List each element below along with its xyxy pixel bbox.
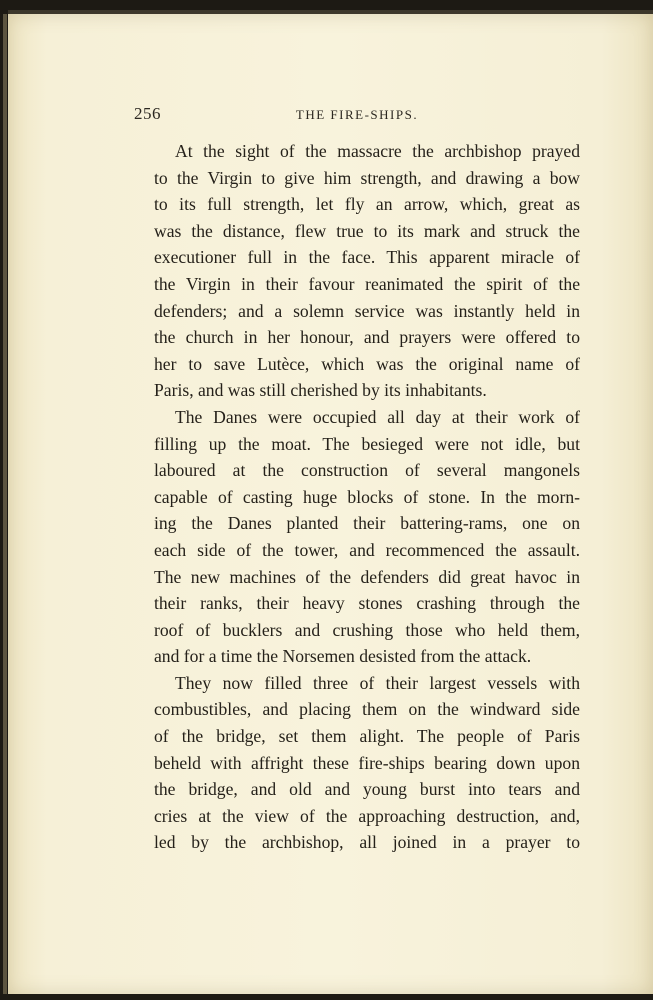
text-line: executioner full in the face. This apparent miracle of — [154, 247, 580, 268]
text-line: was the distance, flew true to its mark and struck the — [154, 220, 580, 241]
text-line: combustibles, and placing them on the windward side — [154, 699, 580, 720]
text-line: to the Virgin to give him strength, and drawing a bow — [154, 167, 580, 188]
text-line: laboured at the construction of several mangonels — [154, 460, 580, 481]
paragraph-2 — [134, 404, 580, 670]
text-line: capable of casting huge blocks of stone. In the morn- — [154, 486, 580, 507]
binding-gutter — [3, 14, 7, 994]
text-line: each side of the tower, and recommenced the assault. — [154, 539, 580, 560]
paragraph-1 — [134, 138, 580, 404]
page-header — [134, 104, 580, 128]
text-line: the church in her honour, and prayers were offered to — [154, 327, 580, 348]
text-line: led by the archbishop, all joined in a prayer to — [154, 832, 580, 853]
text-line: filling up the moat. The besieged were not idle, but — [154, 433, 580, 454]
text-line: Paris, and was still cherished by its inhabitants. — [154, 380, 487, 401]
page-number: 256 — [134, 104, 161, 123]
text-line: The Danes were occupied all day at their work of — [175, 406, 580, 427]
text-line: their ranks, their heavy stones crashing through the — [154, 593, 580, 614]
text-line: beheld with affright these fire-ships bearing down upon — [154, 752, 580, 773]
text-line: cries at the view of the approaching destruction, and, — [154, 805, 580, 826]
text-line: ing the Danes planted their battering-rams, one on — [154, 513, 580, 534]
text-line: and for a time the Norsemen desisted from the attack. — [154, 646, 532, 667]
text-line: roof of bucklers and crushing those who held them, — [154, 619, 580, 640]
body-text — [134, 138, 580, 856]
text-line: They now filled three of their largest vessels with — [175, 672, 580, 693]
running-title: THE FIRE-SHIPS. — [295, 107, 419, 122]
text-line: At the sight of the massacre the archbishop prayed — [175, 141, 580, 161]
paragraph-3 — [134, 670, 580, 856]
text-line: The new machines of the defenders did great havoc in — [154, 566, 580, 587]
text-line: the bridge, and old and young burst into tears and — [154, 779, 580, 800]
text-line: of the bridge, set them alight. The people of Paris — [154, 726, 580, 747]
text-line: the Virgin in their favour reanimated the spirit of the — [154, 273, 580, 294]
text-line: defenders; and a solemn service was instantly held in — [154, 300, 580, 321]
text-line: her to save Lutèce, which was the original name of — [154, 353, 580, 374]
text-line: to its full strength, let fly an arrow, which, great as — [154, 194, 580, 215]
